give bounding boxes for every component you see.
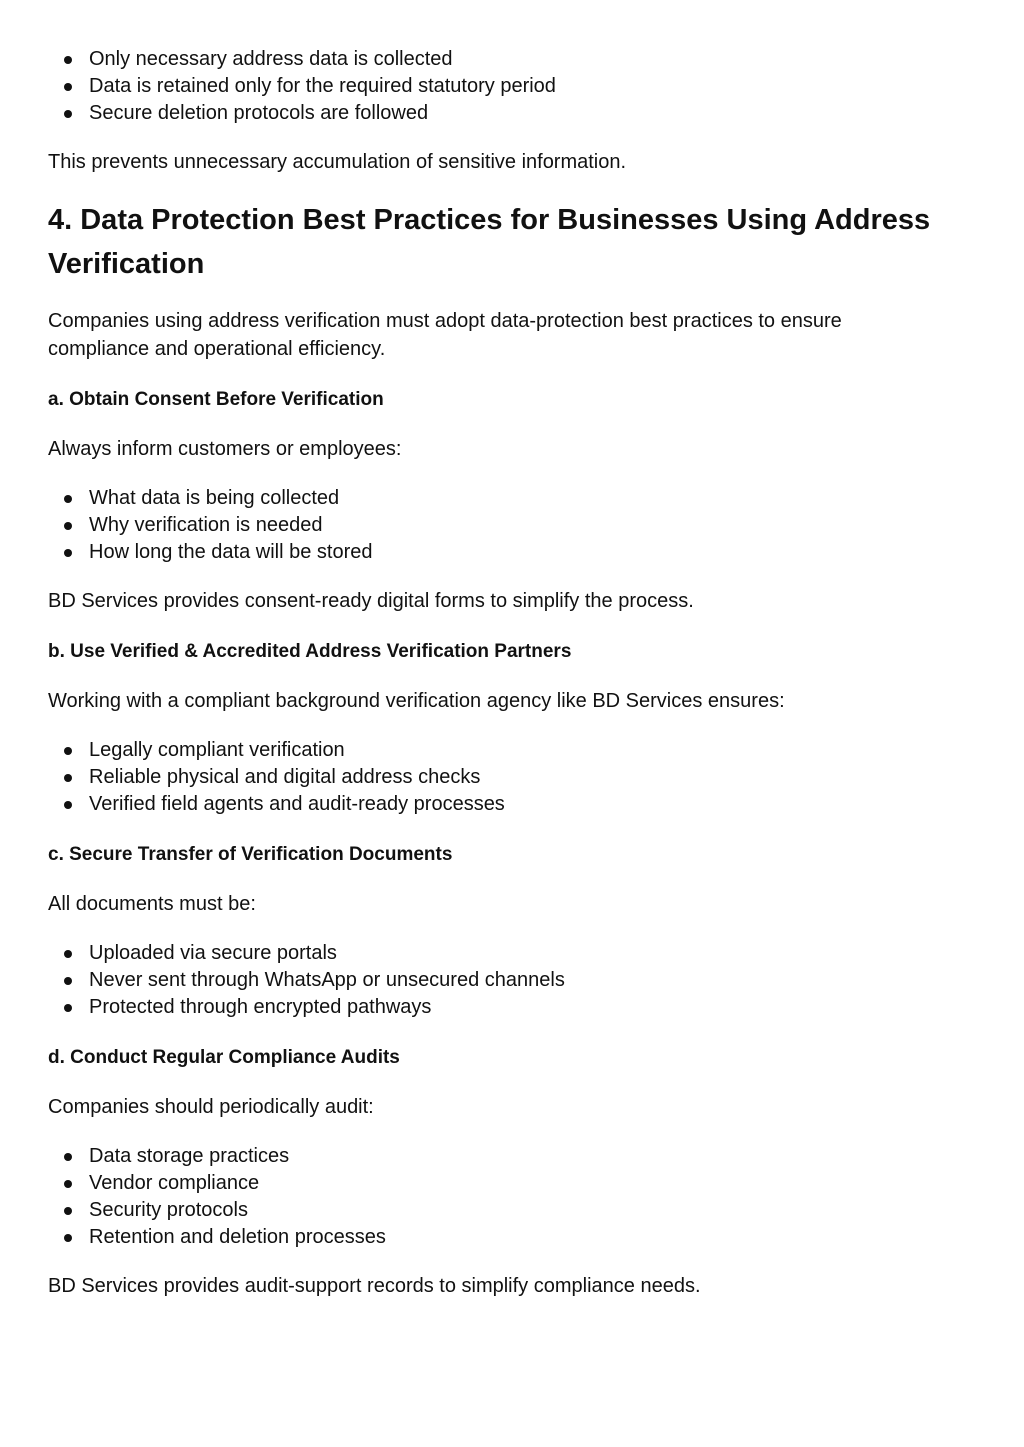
- list-item-text: Uploaded via secure portals: [89, 942, 337, 964]
- bullet-icon: [64, 1180, 72, 1188]
- list-item: [48, 737, 976, 764]
- subsection-closing: BD Services provides consent-ready digital forms to simplify the process.: [48, 590, 694, 612]
- subsection-list: [48, 737, 976, 818]
- subsection-lead: Always inform customers or employees:: [48, 438, 402, 460]
- section-paragraph: Companies using address verification must adopt data-protection best practices to ensure compliance and operational efficiency.: [48, 310, 842, 360]
- subsection-heading-d: d. Conduct Regular Compliance Audits: [48, 1047, 400, 1068]
- intro-paragraph: This prevents unnecessary accumulation of sensitive information.: [48, 151, 627, 173]
- subsection-list: [48, 1143, 976, 1251]
- bullet-icon: [64, 801, 72, 809]
- list-item: [48, 46, 976, 73]
- subsection-lead: All documents must be:: [48, 893, 256, 915]
- list-item: [48, 539, 976, 566]
- bullet-icon: [64, 83, 72, 91]
- subsection-lead: Working with a compliant background verification agency like BD Services ensures:: [48, 690, 785, 712]
- subsection-list: [48, 485, 976, 566]
- bullet-icon: [64, 950, 72, 958]
- list-item: [48, 940, 976, 967]
- list-item-text: What data is being collected: [89, 487, 340, 509]
- list-item-text: How long the data will be stored: [89, 541, 373, 563]
- list-item: [48, 512, 976, 539]
- bullet-icon: [64, 1207, 72, 1215]
- list-item-text: Why verification is needed: [89, 514, 323, 536]
- list-item: [48, 994, 976, 1021]
- subsection-heading-c: c. Secure Transfer of Verification Documents: [48, 844, 453, 865]
- list-item: [48, 485, 976, 512]
- list-item-text: Protected through encrypted pathways: [89, 996, 432, 1018]
- bullet-icon: [64, 774, 72, 782]
- list-item-text: Vendor compliance: [89, 1172, 260, 1194]
- bullet-icon: [64, 56, 72, 64]
- list-item: [48, 791, 976, 818]
- list-item-text: Never sent through WhatsApp or unsecured channels: [89, 969, 565, 991]
- list-item: [48, 764, 976, 791]
- list-item-text: Secure deletion protocols are followed: [89, 102, 429, 124]
- section-heading: 4. Data Protection Best Practices for Businesses Using Address Verification: [48, 204, 931, 280]
- bullet-icon: [64, 495, 72, 503]
- subsection-lead: Companies should periodically audit:: [48, 1096, 374, 1118]
- subsection-list: [48, 940, 976, 1021]
- bullet-icon: [64, 977, 72, 985]
- list-item-text: Data is retained only for the required statutory period: [89, 75, 556, 97]
- list-item: [48, 73, 976, 100]
- intro-list: [48, 46, 976, 127]
- list-item-text: Reliable physical and digital address checks: [89, 766, 481, 788]
- bullet-icon: [64, 549, 72, 557]
- list-item-text: Data storage practices: [89, 1145, 290, 1167]
- subsection-heading-b: b. Use Verified & Accredited Address Verification Partners: [48, 641, 572, 662]
- bullet-icon: [64, 1153, 72, 1161]
- list-item-text: Security protocols: [89, 1199, 248, 1221]
- subsection-closing: BD Services provides audit-support records to simplify compliance needs.: [48, 1275, 701, 1297]
- bullet-icon: [64, 522, 72, 530]
- bullet-icon: [64, 110, 72, 118]
- list-item: [48, 967, 976, 994]
- bullet-icon: [64, 747, 72, 755]
- list-item-text: Verified field agents and audit-ready processes: [89, 793, 505, 815]
- list-item: [48, 1170, 976, 1197]
- bullet-icon: [64, 1234, 72, 1242]
- list-item-text: Retention and deletion processes: [89, 1226, 386, 1248]
- bullet-icon: [64, 1004, 72, 1012]
- subsection-heading-a: a. Obtain Consent Before Verification: [48, 389, 384, 410]
- list-item-text: Legally compliant verification: [89, 739, 345, 761]
- list-item: [48, 100, 976, 127]
- list-item: [48, 1224, 976, 1251]
- list-item: [48, 1197, 976, 1224]
- list-item: [48, 1143, 976, 1170]
- list-item-text: Only necessary address data is collected: [89, 48, 453, 70]
